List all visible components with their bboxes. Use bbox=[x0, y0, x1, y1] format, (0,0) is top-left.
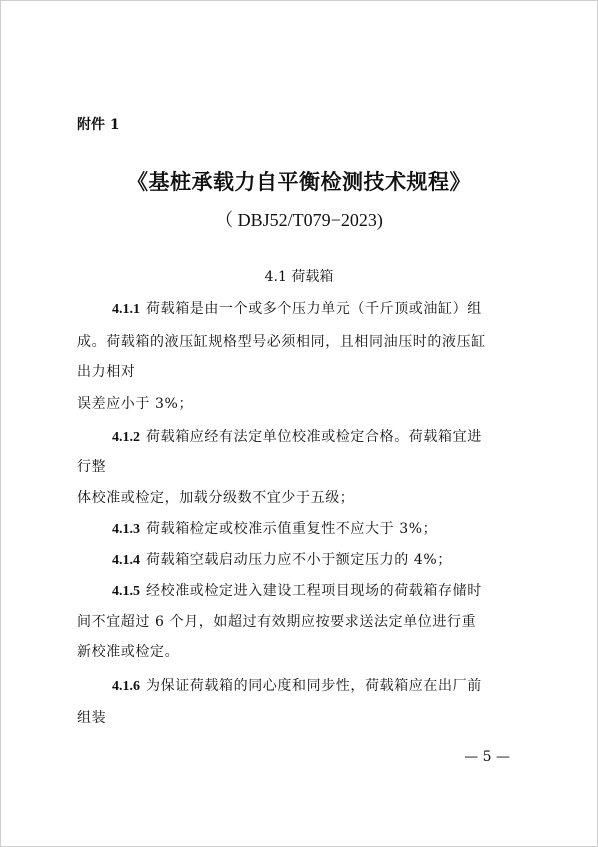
clause-number: 4.1.6 bbox=[112, 679, 140, 694]
clause-text: 荷载箱空载启动压力应不小于额定压力的 4%； bbox=[146, 552, 452, 568]
clause-4-1-2-line-1 bbox=[112, 426, 482, 446]
section-heading: 4.1 荷载箱 bbox=[264, 269, 334, 285]
clause-4-1-3-line-1 bbox=[112, 518, 437, 538]
page-number: — 5 — bbox=[464, 749, 510, 765]
clause-number: 4.1.3 bbox=[112, 522, 140, 537]
clause-4-1-4-line-1 bbox=[112, 549, 452, 569]
clause-number: 4.1.5 bbox=[112, 584, 140, 599]
clause-text: 荷载箱应经有法定单位校准或检定合格。荷载箱宜进 bbox=[146, 429, 482, 445]
clause-4-1-5-line-1 bbox=[112, 580, 482, 600]
clause-number: 4.1.1 bbox=[112, 302, 140, 317]
document-title: 《基桩承载力自平衡检测技术规程》 bbox=[127, 169, 471, 194]
clause-text: 经校准或检定进入建设工程项目现场的荷载箱存储时 bbox=[146, 583, 482, 599]
clause-number: 4.1.2 bbox=[112, 430, 140, 445]
clause-4-1-1-line-3: 出力相对 bbox=[77, 364, 136, 380]
clause-4-1-1-line-1 bbox=[112, 298, 482, 318]
clause-4-1-2-line-2: 行整 bbox=[77, 459, 107, 475]
attachment-label: 附件 1 bbox=[77, 117, 120, 133]
clause-4-1-6-line-1 bbox=[112, 675, 482, 695]
clause-4-1-5-line-2: 间不宜超过 6 个月，如超过有效期应按要求送法定单位进行重 bbox=[77, 614, 477, 630]
clause-4-1-6-line-2: 组装 bbox=[77, 710, 107, 726]
clause-text: 荷载箱是由一个或多个压力单元（千斤顶或油缸）组 bbox=[146, 301, 482, 317]
clause-text: 荷载箱检定或校准示值重复性不应大于 3%； bbox=[146, 521, 438, 537]
clause-4-1-2-line-3: 体校准或检定，加载分级数不宜少于五级； bbox=[77, 490, 355, 506]
clause-number: 4.1.4 bbox=[112, 553, 140, 568]
clause-4-1-1-line-4: 误差应小于 3%； bbox=[77, 396, 194, 412]
clause-4-1-5-line-3: 新校准或检定。 bbox=[77, 644, 180, 660]
clause-text: 为保证荷载箱的同心度和同步性，荷载箱应在出厂前 bbox=[146, 678, 482, 694]
standard-code: （ DBJ52/T079−2023) bbox=[215, 210, 383, 230]
clause-4-1-1-line-2: 成。荷载箱的液压缸规格型号必须相同，且相同油压时的液压缸 bbox=[77, 334, 486, 350]
